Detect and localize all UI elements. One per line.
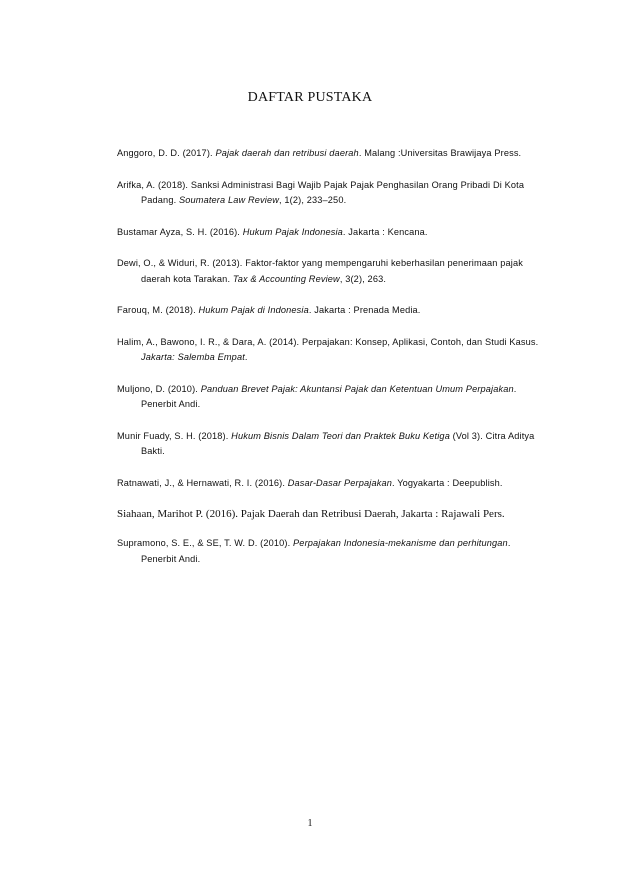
reference-title: Soumatera Law Review: [178, 195, 280, 206]
reference-publisher: , 3(2), 263.: [339, 273, 387, 284]
reference-publisher: .: [244, 352, 248, 363]
reference-publisher: (Vol 3). Citra Aditya Bakti.: [141, 430, 535, 457]
reference-authors-year: Halim, A., Bawono, I. R., & Dara, A. (2014). Perpajakan: Konsep, Aplikasi, Contoh, dan Studi Kasus.: [117, 336, 539, 347]
reference-title: Hukum Pajak di Indonesia: [198, 305, 309, 316]
reference-authors-year: Anggoro, D. D. (2017).: [117, 148, 216, 159]
reference-authors-year: Munir Fuady, S. H. (2018).: [117, 430, 232, 441]
page-number: 1: [307, 818, 313, 829]
reference-entry: [117, 536, 542, 567]
reference-authors-year: Muljono, D. (2010).: [117, 383, 201, 394]
reference-entry: [117, 303, 542, 319]
reference-title: Tax & Accounting Review: [232, 273, 340, 284]
reference-authors-year: Ratnawati, J., & Hernawati, R. I. (2016).: [117, 477, 288, 488]
reference-entry: [117, 429, 542, 460]
reference-publisher: . Jakarta : Kencana.: [342, 226, 428, 237]
reference-title: Panduan Brevet Pajak: Akuntansi Pajak dan Ketentuan Umum Perpajakan: [200, 383, 514, 394]
reference-authors-year: Supramono, S. E., & SE, T. W. D. (2010).: [117, 538, 294, 549]
reference-entry: [117, 225, 542, 241]
reference-entry: [117, 507, 542, 522]
reference-publisher: . Jakarta : Prenada Media.: [308, 305, 421, 316]
reference-entry: [117, 335, 542, 366]
reference-entry: [117, 382, 542, 413]
reference-authors-year: Bustamar Ayza, S. H. (2016).: [117, 226, 243, 237]
reference-entry: [117, 256, 542, 287]
page-title: DAFTAR PUSTAKA: [247, 90, 373, 105]
reference-entry: [117, 178, 542, 209]
reference-authors-year: Dewi, O., & Widuri, R. (2013). Faktor-faktor yang mempengaruhi keberhasilan penerimaan pajak daerah kota Tarakan.: [117, 258, 523, 284]
reference-title: Hukum Bisnis Dalam Teori dan Praktek Buku Ketiga: [231, 430, 450, 441]
reference-authors-year: Siahaan, Marihot P. (2016). Pajak Daerah dan Retribusi Daerah, Jakarta : Rajawali Pers.: [117, 508, 505, 521]
reference-publisher: . Yogyakarta : Deepublish.: [391, 477, 503, 488]
reference-title: Perpajakan Indonesia-mekanisme dan perhitungan: [293, 538, 508, 549]
reference-title: Pajak daerah dan retribusi daerah: [215, 148, 359, 159]
reference-title: Dasar-Dasar Perpajakan: [287, 477, 392, 488]
reference-authors-year: Arifka, A. (2018). Sanksi Administrasi Bagi Wajib Pajak Pajak Penghasilan Orang Pribadi Di Kota Padang.: [117, 179, 525, 206]
reference-publisher: . Penerbit Andi.: [141, 538, 511, 564]
reference-title: Hukum Pajak Indonesia: [242, 226, 343, 237]
reference-authors-year: Farouq, M. (2018).: [117, 305, 199, 316]
reference-publisher: , 1(2), 233–250.: [279, 195, 347, 206]
reference-publisher: . Penerbit Andi.: [141, 383, 517, 410]
reference-publisher: . Malang :Universitas Brawijaya Press.: [358, 148, 522, 159]
reference-title: Jakarta: Salemba Empat: [141, 352, 245, 363]
reference-entry: [117, 146, 542, 162]
reference-list: [117, 137, 542, 583]
reference-entry: [117, 476, 542, 492]
